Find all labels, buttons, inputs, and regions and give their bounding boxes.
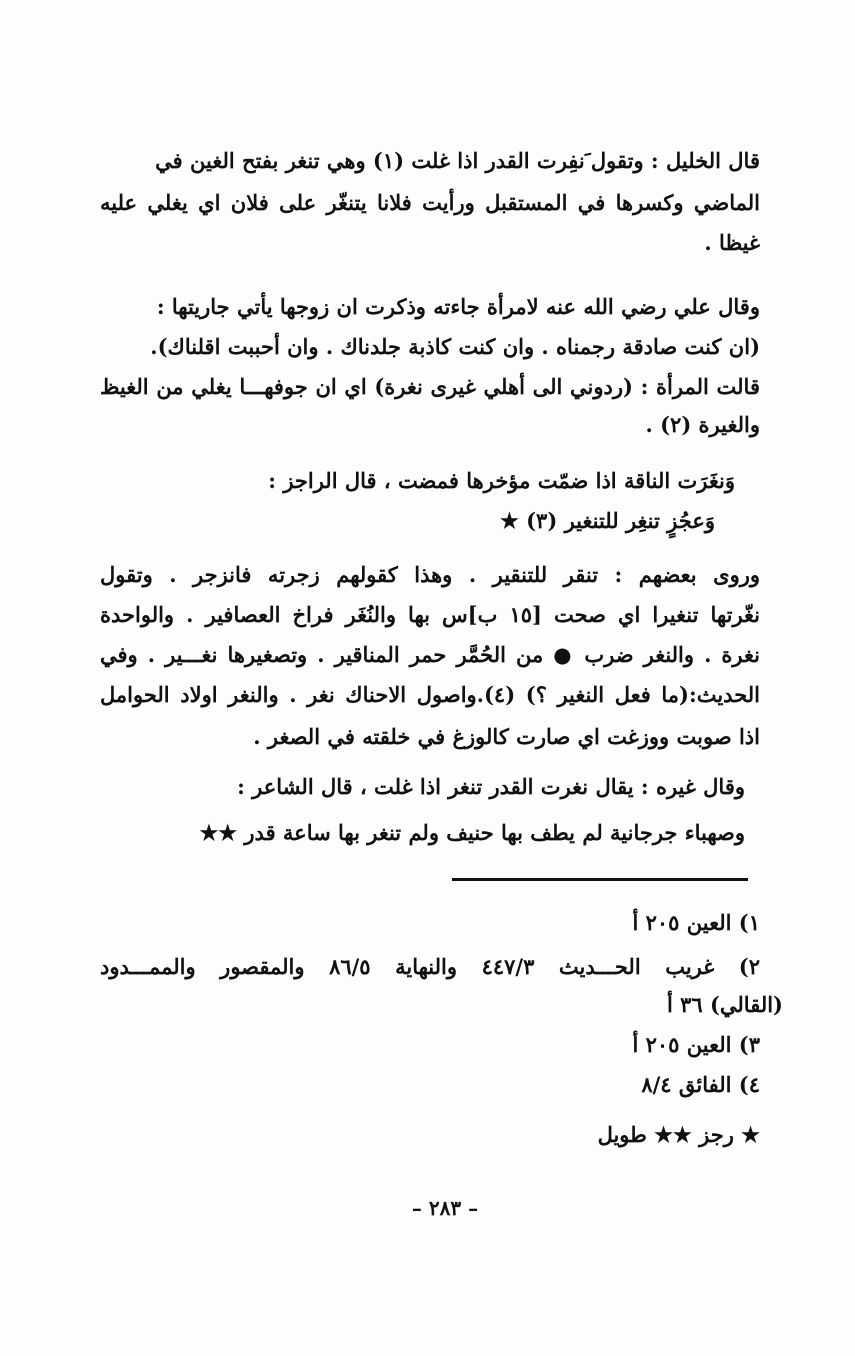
text-line: نغّرتها تنغيرا اي صحت [١٥ ب]س بها والنُغَر فراخ العصافير . والواحدة <box>100 602 761 627</box>
text-line: الحديث:(ما فعل النغير ؟) (٤).واصول الاحناك نغر . والنغر اولاد الحوامل <box>100 682 760 707</box>
text-line: (ان كنت صادقة رجمناه . وان كنت كاذبة جلدناك . وان أحببت اقلناك). <box>150 334 760 359</box>
text-line: قال الخليل : وتقول َنفِرت القدر اذا غلت (١) وهي تنغر بفتح الغين في <box>155 148 760 173</box>
footnote-item: ★ رجز ★★ طويل <box>597 1122 760 1147</box>
text-line: وقال غيره : يقال نغرت القدر تنغر اذا غلت ، قال الشاعر : <box>237 774 745 799</box>
footnote-separator <box>452 878 748 881</box>
verse-line: وصهباء جرجانية لم يطف بها حنيف ولم تنغر بها ساعة قدر ★★ <box>199 820 745 845</box>
footnote-item: ٢) غريب الحـــديث ٤٤٧/٣ والنهاية ٨٦/٥ والمقصور والممـــدود <box>100 954 761 979</box>
text-line: غيظا . <box>704 230 760 255</box>
footnote-item: ٣) العين ٢٠٥ أ <box>632 1032 760 1057</box>
footnote-item: ٤) الفائق ٨/٤ <box>641 1072 760 1097</box>
verse-line: وَعجُزٍ تنغِر للتنغير (٣) ★ <box>499 508 715 533</box>
text-line: نغرة . والنغر ضرب ● من الحُمَّر حمر المناقير . وتصغيرها نغـــير . وفي <box>100 642 760 667</box>
text-line: والغيرة (٢) . <box>645 412 760 437</box>
page-number: – ٢٨٣ – <box>411 1196 479 1220</box>
footnote-item: ١) العين ٢٠٥ أ <box>632 910 760 935</box>
text-line: اذا صوبت ووزغت اي صارت كالوزغ في خلقته في الصغر . <box>253 724 760 749</box>
text-line: وقال علي رضي الله عنه لامرأة جاءته وذكرت ان زوجها يأتي جاريتها : <box>156 294 760 319</box>
text-line: قالت المرأة : (ردوني الى أهلي غيرى نغرة) اي ان جوفهـــا يغلي من الغيظ <box>100 374 760 399</box>
text-line: وَنغَرَت الناقة اذا ضمّت مؤخرها فمضت ، قال الراجز : <box>268 468 735 493</box>
text-line: الماضي وكسرها في المستقبل ورأيت فلانا يتنغّر على فلان اي يغلي عليه <box>100 190 760 215</box>
footnote-item: (القالي) ٣٦ أ <box>666 992 783 1017</box>
text-line: وروى بعضهم : تنقر للتنقير . وهذا كقولهم زجرته فانزجر . وتقول <box>100 562 760 587</box>
